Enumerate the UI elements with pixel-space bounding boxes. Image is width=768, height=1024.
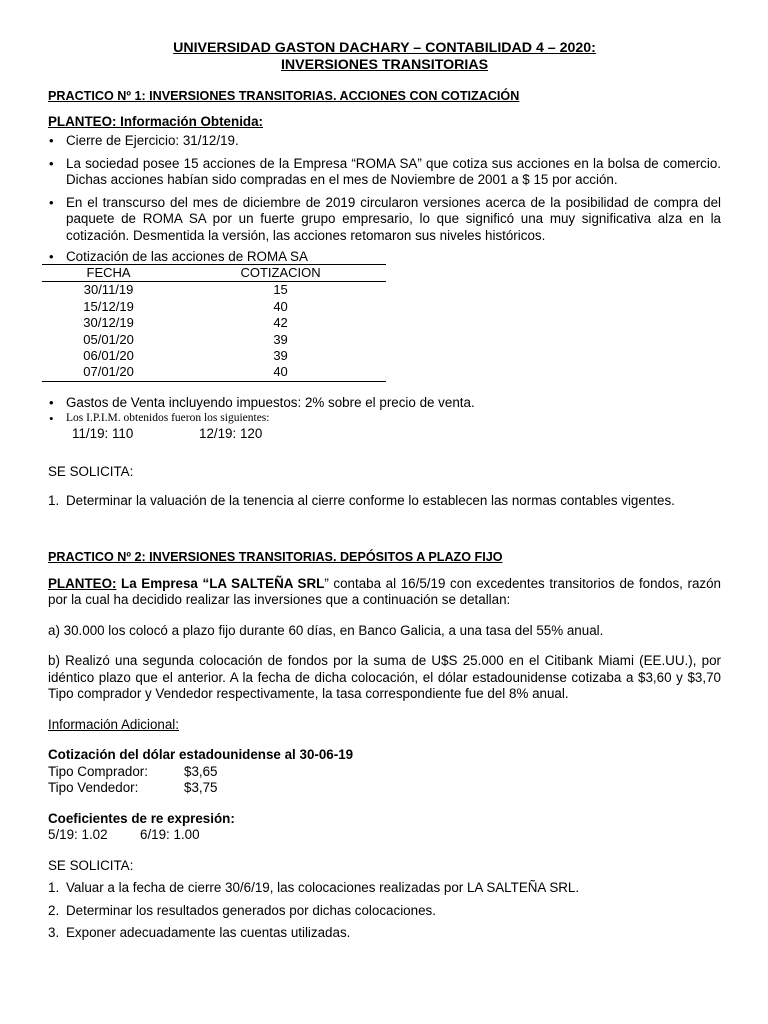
table-row (42, 332, 386, 348)
practico2-solicita-item-1 (48, 880, 721, 897)
list-text: Determinar la valuación de la tenencia al cierre conforme lo establecen las normas contables vigentes. (66, 493, 675, 509)
list-number: 1. (48, 880, 60, 896)
table-cell-fecha: 30/11/19 (83, 282, 134, 298)
table-row (42, 299, 386, 315)
table-row (42, 348, 386, 364)
practico1-planteo: PLANTEO: Información Obtenida: (48, 114, 263, 129)
list-number: 1. (48, 493, 60, 509)
practico1-bullet-1: • Cierre de Ejercicio: 31/12/19. (48, 133, 721, 150)
list-text: Exponer adecuadamente las cuentas utilizadas. (66, 925, 351, 941)
practico2-solicita-item-3 (48, 925, 721, 942)
cotizacion-table (42, 264, 386, 382)
practico1-gastos: • Gastos de Venta incluyendo impuestos: 2% sobre el precio de venta. (48, 395, 721, 412)
table-cell-cotizacion: 42 (273, 315, 288, 331)
table-cell-fecha: 05/01/20 (83, 331, 134, 347)
planteo-company: La Empresa “LA SALTEÑA SRL (116, 575, 325, 591)
table-cell-cotizacion: 40 (273, 298, 288, 314)
table-header-row (42, 265, 386, 282)
list-text: Valuar a la fecha de cierre 30/6/19, las colocaciones realizadas por LA SALTEÑA SRL. (66, 880, 580, 896)
table-cell-cotizacion: 40 (175, 364, 386, 381)
practico2-item-a: a) 30.000 los colocó a plazo fijo durante 60 días, en Banco Galicia, a una tasa del 55% anual. (48, 622, 604, 638)
coef-value-2: 6/19: 1.00 (140, 827, 200, 843)
document-title-line2: INVERSIONES TRANSITORIAS (280, 57, 489, 73)
practico1-heading: PRACTICO Nº 1: INVERSIONES TRANSITORIAS. ACCIONES CON COTIZACIÓN (48, 89, 520, 103)
table-row (42, 282, 386, 299)
comprador-value: $3,65 (184, 763, 218, 779)
comprador-label: Tipo Comprador: (48, 763, 148, 779)
practico2-comprador-row (48, 764, 721, 781)
table-cell-fecha: 06/01/20 (83, 348, 134, 364)
table-row (42, 315, 386, 331)
table-header-fecha: FECHA (42, 265, 175, 282)
table-row (42, 364, 386, 381)
practico1-ipim-values (48, 426, 721, 443)
practico1-solicita-item-1 (48, 493, 721, 510)
planteo-label: PLANTEO: (48, 575, 117, 591)
ipim-value-2: 12/19: 120 (199, 426, 263, 442)
table-header-cotizacion: COTIZACION (175, 265, 386, 282)
document-title-line1: UNIVERSIDAD GASTON DACHARY – CONTABILIDAD 4 – 2020: (173, 40, 596, 56)
practico1-se-solicita: SE SOLICITA: (48, 463, 134, 479)
table-cell-fecha: 07/01/20 (42, 364, 175, 381)
table-cell-cotizacion: 39 (273, 348, 288, 364)
practico2-cotizacion-title: Cotización del dólar estadounidense al 30-06-19 (48, 747, 354, 763)
practico2-coef-row (48, 827, 721, 844)
table-cell-fecha: 15/12/19 (83, 298, 134, 314)
table-cell-cotizacion: 15 (273, 282, 288, 298)
practico1-ipim-label: • Los I.P.I.M. obtenidos fueron los siguientes: (48, 411, 721, 426)
practico2-solicita-item-2 (48, 903, 721, 920)
practico1-bullet-4: • Cotización de las acciones de ROMA SA (48, 250, 721, 264)
list-text: Determinar los resultados generados por dichas colocaciones. (66, 902, 436, 918)
practico2-se-solicita: SE SOLICITA: (48, 857, 134, 873)
vendedor-label: Tipo Vendedor: (48, 780, 139, 796)
table-cell-cotizacion: 39 (273, 331, 288, 347)
practico2-vendedor-row (48, 780, 721, 797)
planteo-text: ” contaba al 16/5/19 con excedentes transitorios de fondos, razón por la cual ha decidido realizar las inversiones que a continuación se detallan: (48, 575, 721, 608)
practico1-bullet-2: • La sociedad posee 15 acciones de la Empresa “ROMA SA” que cotiza sus acciones en la bolsa de comercio. Dichas acciones habían sido compradas en el mes de Noviembre de 2001 a $ 15 por acción. (48, 156, 721, 189)
practico2-coef-title: Coeficientes de re expresión: (48, 810, 235, 826)
list-number: 3. (48, 925, 60, 941)
practico2-info-adicional: Información Adicional: (48, 716, 180, 732)
ipim-value-1: 11/19: 110 (72, 426, 134, 442)
practico1-bullet-3: • En el transcurso del mes de diciembre de 2019 circularon versiones acerca de la posibilidad de compra del paquete de ROMA SA por un fuerte grupo empresario, lo que significó una muy significativa alza en la cotización. Desmentida la versión, las acciones retomaron sus niveles históricos. (48, 195, 721, 245)
vendedor-value: $3,75 (184, 780, 218, 796)
list-number: 2. (48, 902, 60, 918)
practico2-planteo (48, 576, 721, 609)
table-cell-fecha: 30/12/19 (83, 315, 134, 331)
coef-value-1: 5/19: 1.02 (48, 827, 108, 843)
practico2-item-b: b) Realizó una segunda colocación de fondos por la suma de U$S 25.000 en el Citibank Miami (EE.UU.), por idéntico plazo que el anterior. A la fecha de dicha colocación, el dólar estadounidense cotizaba a $3,60 y $3,70 Tipo comprador y Vendedor respectivamente, la tasa correspondiente fue del 8% anual. (48, 653, 721, 702)
document-page (48, 40, 721, 942)
practico2-heading: PRACTICO Nº 2: INVERSIONES TRANSITORIAS. DEPÓSITOS A PLAZO FIJO (48, 549, 503, 564)
